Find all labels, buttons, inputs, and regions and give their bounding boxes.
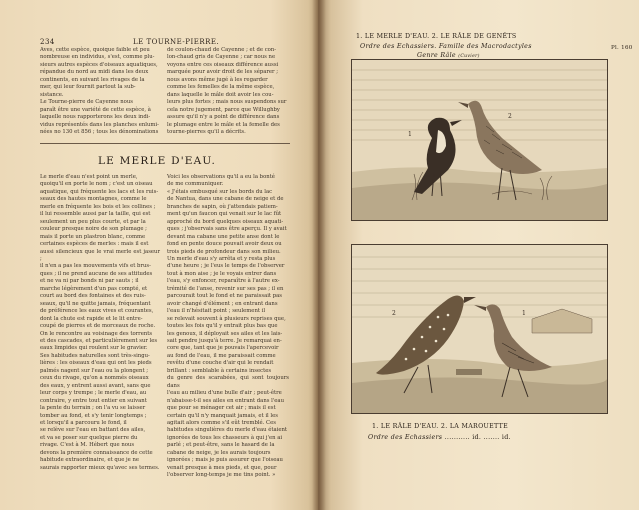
text-line: certaines espèces de merles : mais il est: [40, 241, 149, 248]
text-line: saurais rapporter mieux qu'avec ses termes.: [40, 464, 160, 471]
text-line: au fond de l'eau, il me paraissait comme: [167, 352, 276, 359]
genus-name: Genre Râle: [417, 52, 456, 59]
text-line: palmés nagent sur l'eau ou la plongent ;: [40, 367, 149, 374]
text-line: court au bord des fontaines et des ruis-: [40, 293, 146, 300]
text-line: fond en pente douce pouvait avoir deux ou: [167, 241, 282, 248]
text-line: du genre des scarabées, qui sont toujours dans: [167, 375, 289, 389]
text-line: devant ma cabane une petite anse dont le: [167, 233, 280, 240]
text-line: couleur presque noire de son plumage ;: [40, 226, 147, 233]
text-line: revêtu d'une couche d'air qui le rendait: [167, 360, 274, 367]
text-line: aquatique, qui fréquente les lacs et les ruis-: [40, 188, 159, 195]
text-line: tomber au fond, et s'y tenir longtemps ;: [40, 412, 147, 419]
text-line: leur corps y trempe ; le merle d'eau, au: [40, 390, 147, 397]
text-line: eaux limpides qui roulent sur le gravier.: [40, 345, 148, 352]
text-line: ceux du rivage, qu'on a nommés oiseaux: [40, 375, 149, 382]
lower-plate-label-1: 1: [522, 310, 526, 317]
running-head: LE TOURNE-PIERRE.: [133, 38, 220, 46]
text-line: seulement un peu plus courte, et par la: [40, 218, 146, 225]
text-line: la pente du terrain ; on l'a vu se laisser: [40, 405, 146, 412]
text-line: des eaux, y entrent aussi avant, sans que: [40, 382, 151, 389]
text-line: mais il porte un plastron blanc, comme: [40, 233, 146, 240]
section-title: LE MERLE D'EAU.: [98, 155, 217, 167]
text-line: core que, tant que je pouvais l'apercevoir: [167, 345, 279, 352]
text-line: ment qu'un faucon qui venait sur le lac fût: [167, 211, 282, 218]
text-line: et ne va ni par bonds ni par sauts ; il: [40, 278, 139, 285]
text-line: dans laquelle le mâle doit avoir les cou-: [167, 91, 274, 98]
text-line: seaux, qu'il ne quitte jamais, fréquentant: [40, 300, 151, 307]
text-line: sait pendre jusqu'à terre. Je remarquai en-: [167, 337, 282, 344]
text-line: et des cascades, et particulièrement sur les: [40, 337, 158, 344]
text-line: se relève sur l'eau en battant des ailes,: [40, 427, 146, 434]
text-line: tout à mon aise ; je le voyais entrer dans: [167, 270, 277, 277]
text-line: de coulon-chaud de Cayenne ; et de con-: [167, 47, 277, 53]
text-column-2-top: [167, 47, 289, 136]
upper-plate-label-1: 1: [408, 131, 412, 138]
text-line: ignorées de tous les chasseurs à qui j'en ai: [167, 434, 283, 441]
genus-author: (Cuvier): [458, 54, 480, 59]
text-line: Le Tourne-pierre de Cayenne nous: [40, 99, 133, 106]
text-line: coupé de pierres et de morceaux de roche.: [40, 323, 156, 330]
text-line: l'eau il n'hésitait point ; seulement il: [167, 308, 266, 315]
text-line: parcourait tout le fond et ne paraissait pas: [167, 293, 283, 300]
right-page: [318, 0, 639, 510]
text-line: rivage. C'est à M. Hébert que nous: [40, 442, 135, 449]
text-line: et lorsqu'il a parcouru le fond, il: [40, 419, 127, 426]
text-line: et va se poser sur quelque pierre du: [40, 434, 138, 441]
text-line: cela notre jugement, parce que Willughby: [167, 106, 280, 113]
text-line: ques ; j'observais sans être aperçu. Il y avait: [167, 226, 287, 233]
text-line: de préférence les eaux vives et courantes,: [40, 308, 154, 315]
text-line: le plumage entre le mâle et la femelle des: [167, 121, 280, 128]
text-line: voyons entre ces oiseaux différence aussi: [167, 61, 279, 68]
text-line: Un merle d'eau s'y arrêta et y resta plus: [167, 255, 276, 262]
text-line: l'eau au milieu d'une bulle d'air ; peut-être: [167, 390, 282, 397]
text-line: que pour se ménager cet air ; mais il est: [167, 405, 276, 412]
text-line: l'observer long-temps je me tins point. »: [167, 472, 276, 479]
text-line: avoir changé d'élément ; en entrant dans: [167, 300, 278, 307]
text-line: lon-chaud gris de Cayenne ; car nous ne: [167, 54, 276, 61]
book-gutter: [312, 0, 326, 510]
text-line: laquelle nous rapporterons les deux indi-: [40, 114, 151, 121]
text-line: seaux des hautes montagnes, comme le: [40, 196, 147, 203]
text-line: il lui ressemble aussi par la taille, qui est: [40, 211, 151, 218]
left-page: [0, 0, 318, 510]
text-column-2-body: [167, 174, 289, 480]
text-line: Le merle d'eau n'est point un merle,: [40, 174, 138, 180]
text-line: quoiqu'il en porte le nom ; c'est un oiseau: [40, 181, 153, 188]
text-line: « J'étais embusqué sur les bords du lac: [167, 188, 273, 195]
text-line: Voici les observations qu'il a eu la bonté: [167, 174, 275, 180]
page-number: 234: [40, 38, 55, 46]
bottom-order-line: [368, 434, 511, 441]
text-line: marquée pour avoir droit de les séparer ;: [167, 69, 279, 76]
text-line: se relevait souvent à plusieurs reprises que,: [167, 315, 286, 322]
text-line: les genoux, il déployait ses ailes et les lais-: [167, 330, 283, 337]
text-line: marche légèrement d'un pas compté, et: [40, 285, 148, 292]
text-line: il n'en a pas les mouvements vifs et brus-: [40, 263, 151, 270]
text-line: continents, en suivant les rivages de la: [40, 76, 145, 83]
lower-plate-label-2: 2: [392, 310, 396, 317]
ditto-marks: ........... id. ....... id.: [444, 434, 511, 441]
text-line: sieurs autres espèces d'oiseaux aquatiques,: [40, 61, 158, 68]
bottom-order-text: Ordre des Echassiers: [368, 434, 443, 441]
text-line: mer, qui leur fournit partout la sub-: [40, 84, 136, 91]
text-line: parlé ; et peut-être, sans le hasard de la: [167, 442, 275, 449]
text-line: de Nantua, dans une cabane de neige et de: [167, 196, 284, 203]
text-line: venait presque à mes pieds, et que, pour: [167, 464, 277, 471]
text-line: brillant : semblable à certains insectes: [167, 367, 272, 374]
text-line: habitudes singulières du merle d'eau étaient: [167, 427, 288, 434]
text-line: branches de sapin, où j'attendais patiem-: [167, 203, 278, 210]
text-line: merle en fréquente les bois et les collines ;: [40, 203, 156, 210]
text-line: Ses habitudes naturelles sont très-singu-: [40, 352, 150, 359]
text-column-1-body: [40, 174, 160, 472]
text-line: devons la première connaissance de cette: [40, 449, 153, 456]
text-line: comme les femelles de la même espèce,: [167, 84, 275, 91]
upper-plate-label-2: 2: [508, 113, 512, 120]
section-rule: [40, 143, 290, 144]
text-line: approché du bord quelques oiseaux aquati-: [167, 218, 284, 225]
text-column-1-top: [40, 47, 160, 136]
top-order-line: Ordre des Echassiers. Famille des Macrodactyles: [360, 43, 532, 50]
text-line: cabane de neige, je les aurais toujours: [167, 449, 271, 456]
text-line: dont la chute est rapide et le lit entre-: [40, 315, 143, 322]
top-plate-caption: 1. LE MERLE D'EAU. 2. LE RÂLE DE GENÊTS: [356, 33, 517, 40]
text-line: agitait alors comme s'il eût tremblé. Ces: [167, 419, 276, 426]
genus-line: [417, 52, 480, 59]
lower-engraving-plate: [351, 244, 608, 414]
text-line: leurs plus fortes ; mais nous suspendons sur: [167, 99, 287, 106]
text-line: de me communiquer.: [167, 181, 224, 188]
plate-number: Pl. 160: [611, 45, 633, 51]
text-line: paraît être une variété de cette espèce, à: [40, 106, 151, 113]
text-line: habitude extraordinaire, et que je ne: [40, 457, 140, 464]
upper-engraving: [352, 60, 607, 220]
text-line: certain qu'il n'y manquait jamais, et il les: [167, 412, 278, 419]
text-line: Aves, cette espèce, quoique faible et peu: [40, 47, 150, 53]
text-line: trois pieds de profondeur dans son milieu.: [167, 248, 281, 255]
text-line: sistance.: [40, 91, 64, 98]
text-line: répandue du nord au midi dans les deux: [40, 69, 149, 76]
bottom-plate-caption: 1. LE RÂLE D'EAU. 2. LA MAROUETTE: [372, 423, 509, 430]
text-line: l'eau, s'y enfoncer, reparaître à l'autre ex-: [167, 278, 280, 285]
text-line: contraire, y entre tout entier en suivant: [40, 397, 147, 404]
text-line: lières : les oiseaux d'eau qui ont les pieds: [40, 360, 152, 367]
text-line: nombreuse en individus, s'est, comme plu-: [40, 54, 155, 61]
text-line: assure qu'il n'y a point de différence dans: [167, 114, 280, 121]
text-line: nées no 130 et 856 ; tous les dénominations: [40, 128, 159, 135]
upper-engraving-plate: [351, 59, 608, 221]
text-line: vidus représentés dans les planches enlumi-: [40, 121, 159, 128]
text-line: n'abaisse-t-il ses ailes en entrant dans l'eau: [167, 397, 284, 404]
text-line: toutes les fois qu'il y entrait plus bas que: [167, 323, 278, 330]
text-line: aussi silencieux que le vrai merle est jaseur ;: [40, 248, 160, 262]
text-line: tourne-pierres qu'il a décrits.: [167, 128, 246, 135]
text-line: trémité de l'anse, revenir sur ses pas ; il en: [167, 285, 284, 292]
text-line: On le rencontre au voisinage des torrents: [40, 330, 153, 337]
text-line: nous avons même jugé à les regarder: [167, 76, 268, 83]
lower-engraving: [352, 245, 607, 413]
text-line: ignorées ; mais je puis assurer que l'oiseau: [167, 457, 283, 464]
text-line: d'une heure ; je l'eus le temps de l'observer: [167, 263, 285, 270]
text-line: ques ; il ne prend aucune de ses attitudes: [40, 270, 153, 277]
